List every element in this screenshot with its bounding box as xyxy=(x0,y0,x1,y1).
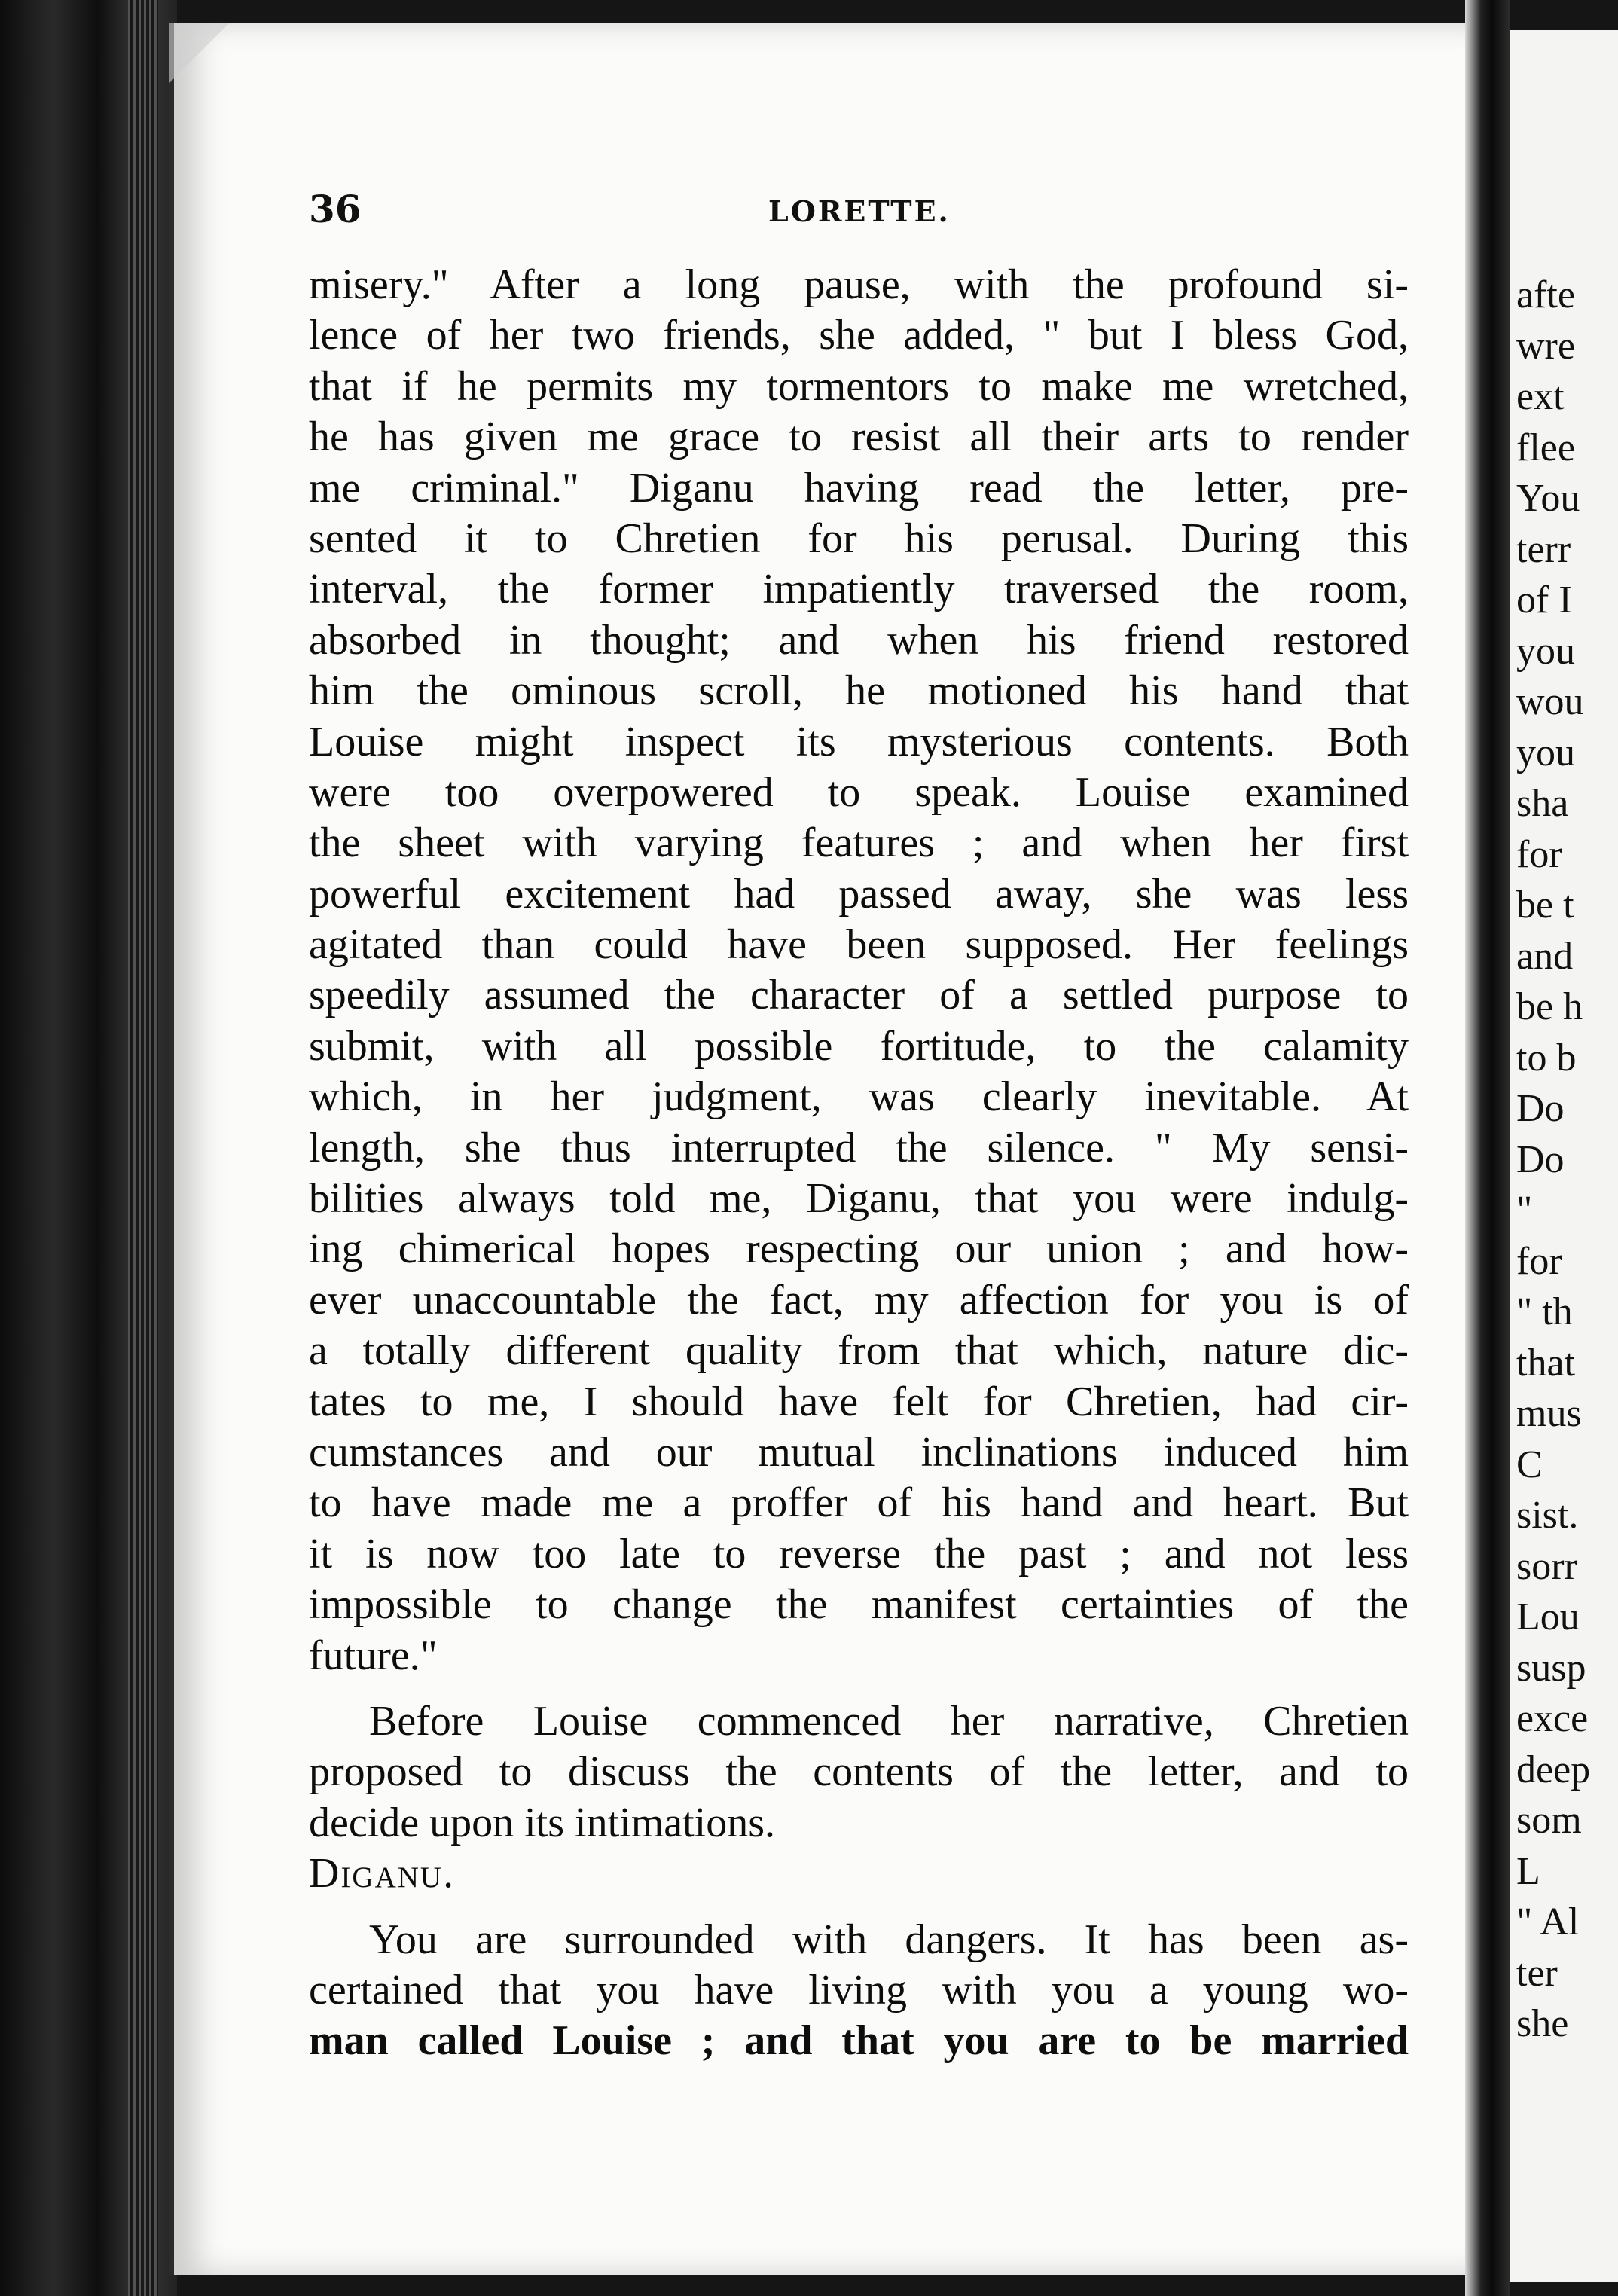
fragment-line: you xyxy=(1516,629,1575,673)
fragment-line: ext xyxy=(1516,375,1565,418)
text-line: that if he permits my tormentors to make me wretched, xyxy=(309,362,1409,410)
fragment-line: Do xyxy=(1516,1137,1565,1181)
fragment-line: she xyxy=(1516,2002,1569,2045)
text-line: bilities always told me, Diganu, that you were indulg- xyxy=(309,1175,1409,1223)
fragment-line: afte xyxy=(1516,273,1575,316)
fragment-line: susp xyxy=(1516,1646,1586,1690)
text-line: Louise might inspect its mysterious contents. Both xyxy=(309,718,1409,765)
text-line: future." xyxy=(309,1632,438,1679)
fragment-line: exce xyxy=(1516,1697,1589,1740)
fragment-line: deep xyxy=(1516,1748,1591,1791)
text-line: length, she thus interrupted the silence. " My sensi- xyxy=(309,1124,1409,1171)
text-line: decide upon its intimations. xyxy=(309,1799,776,1846)
fragment-line: for xyxy=(1516,1239,1562,1283)
fragment-line: sist. xyxy=(1516,1494,1579,1537)
text-line: certained that you have living with you a young wo- xyxy=(309,1966,1409,2014)
fragment-line: you xyxy=(1516,731,1575,774)
fragment-line: for xyxy=(1516,832,1562,876)
fragment-line: that xyxy=(1516,1341,1575,1385)
text-line: man called Louise ; and that you are to be married xyxy=(309,2017,1409,2065)
text-line: he has given me grace to resist all their arts to render xyxy=(309,414,1409,461)
page-number: 36 xyxy=(309,187,362,231)
fragment-line: You xyxy=(1516,477,1580,520)
book-gutter xyxy=(1465,0,1510,2296)
text-line: absorbed in thought; and when his friend restored xyxy=(309,616,1409,664)
fragment-line: wre xyxy=(1516,324,1575,368)
fragment-line: " xyxy=(1516,1189,1533,1232)
page-corner-fold xyxy=(169,23,230,83)
text-line: Before Louise commenced her narrative, Chretien xyxy=(369,1697,1409,1745)
text-line: me criminal." Diganu having read the letter, pre- xyxy=(309,464,1409,511)
paragraph-gap xyxy=(309,1681,1409,1696)
text-line: a totally different quality from that which, nature dic- xyxy=(309,1327,1409,1375)
body-text xyxy=(309,260,1409,2067)
text-line: him the ominous scroll, he motioned his hand that xyxy=(309,667,1409,715)
fragment-line: Lou xyxy=(1516,1595,1580,1638)
text-line: You are surrounded with dangers. It has been as- xyxy=(369,1916,1409,1963)
text-line: interval, the former impatiently traversed the room, xyxy=(309,566,1409,613)
text-line: impossible to change the manifest certainties of the xyxy=(309,1581,1409,1629)
fragment-line: wou xyxy=(1516,680,1584,723)
fragment-line: L xyxy=(1516,1849,1540,1893)
text-line: ever unaccountable the fact, my affection for you is of xyxy=(309,1276,1409,1324)
fragment-line: mus xyxy=(1516,1392,1582,1435)
running-title: LORETTE. xyxy=(768,194,951,228)
letter-salutation: Diganu. xyxy=(309,1850,456,1898)
fragment-line: terr xyxy=(1516,527,1571,571)
fragment-line: flee xyxy=(1516,426,1575,469)
fragment-line: to b xyxy=(1516,1036,1577,1079)
text-line: speedily assumed the character of a settled purpose to xyxy=(309,972,1409,1019)
fragment-line: sha xyxy=(1516,782,1569,825)
text-line: submit, with all possible fortitude, to the calamity xyxy=(309,1022,1409,1070)
fragment-line: Do xyxy=(1516,1087,1565,1130)
text-line: the sheet with varying features ; and when her first xyxy=(309,820,1409,867)
text-line: proposed to discuss the contents of the letter, and to xyxy=(309,1748,1409,1796)
text-line: agitated than could have been supposed. Her feelings xyxy=(309,921,1409,969)
fragment-line: ter xyxy=(1516,1951,1558,1995)
fragment-line: " Al xyxy=(1516,1901,1580,1943)
fragment-line: be h xyxy=(1516,985,1583,1028)
text-line: it is now too late to reverse the past ; and not less xyxy=(309,1530,1409,1577)
text-line: to have made me a proffer of his hand and heart. But xyxy=(309,1479,1409,1527)
running-head xyxy=(309,187,1424,232)
fragment-line: " th xyxy=(1516,1290,1573,1333)
fragment-line: of I xyxy=(1516,579,1572,621)
text-line: which, in her judgment, was clearly inevitable. At xyxy=(309,1073,1409,1121)
fragment-line: C xyxy=(1516,1443,1543,1486)
text-line: ing chimerical hopes respecting our union ; and how- xyxy=(309,1226,1409,1273)
text-line: were too overpowered to speak. Louise examined xyxy=(309,768,1409,816)
paragraph-gap xyxy=(309,1900,1409,1915)
page-edges-left xyxy=(128,0,158,2296)
text-line: sented it to Chretien for his perusal. During this xyxy=(309,514,1409,562)
fragment-line: and xyxy=(1516,934,1574,978)
fragment-line: som xyxy=(1516,1799,1582,1842)
text-line: cumstances and our mutual inclinations induced him xyxy=(309,1428,1409,1476)
text-line: lence of her two friends, she added, " but I bless God, xyxy=(309,312,1409,359)
fragment-line: sorr xyxy=(1516,1544,1577,1588)
facing-page-fragment xyxy=(1510,30,1618,2282)
text-line: powerful excitement had passed away, she was less xyxy=(309,870,1409,917)
fragment-line: be t xyxy=(1516,884,1574,927)
text-line: misery." After a long pause, with the profound si- xyxy=(309,261,1409,308)
facing-page-text xyxy=(1516,270,1590,2050)
text-line: tates to me, I should have felt for Chretien, had cir- xyxy=(309,1378,1409,1425)
